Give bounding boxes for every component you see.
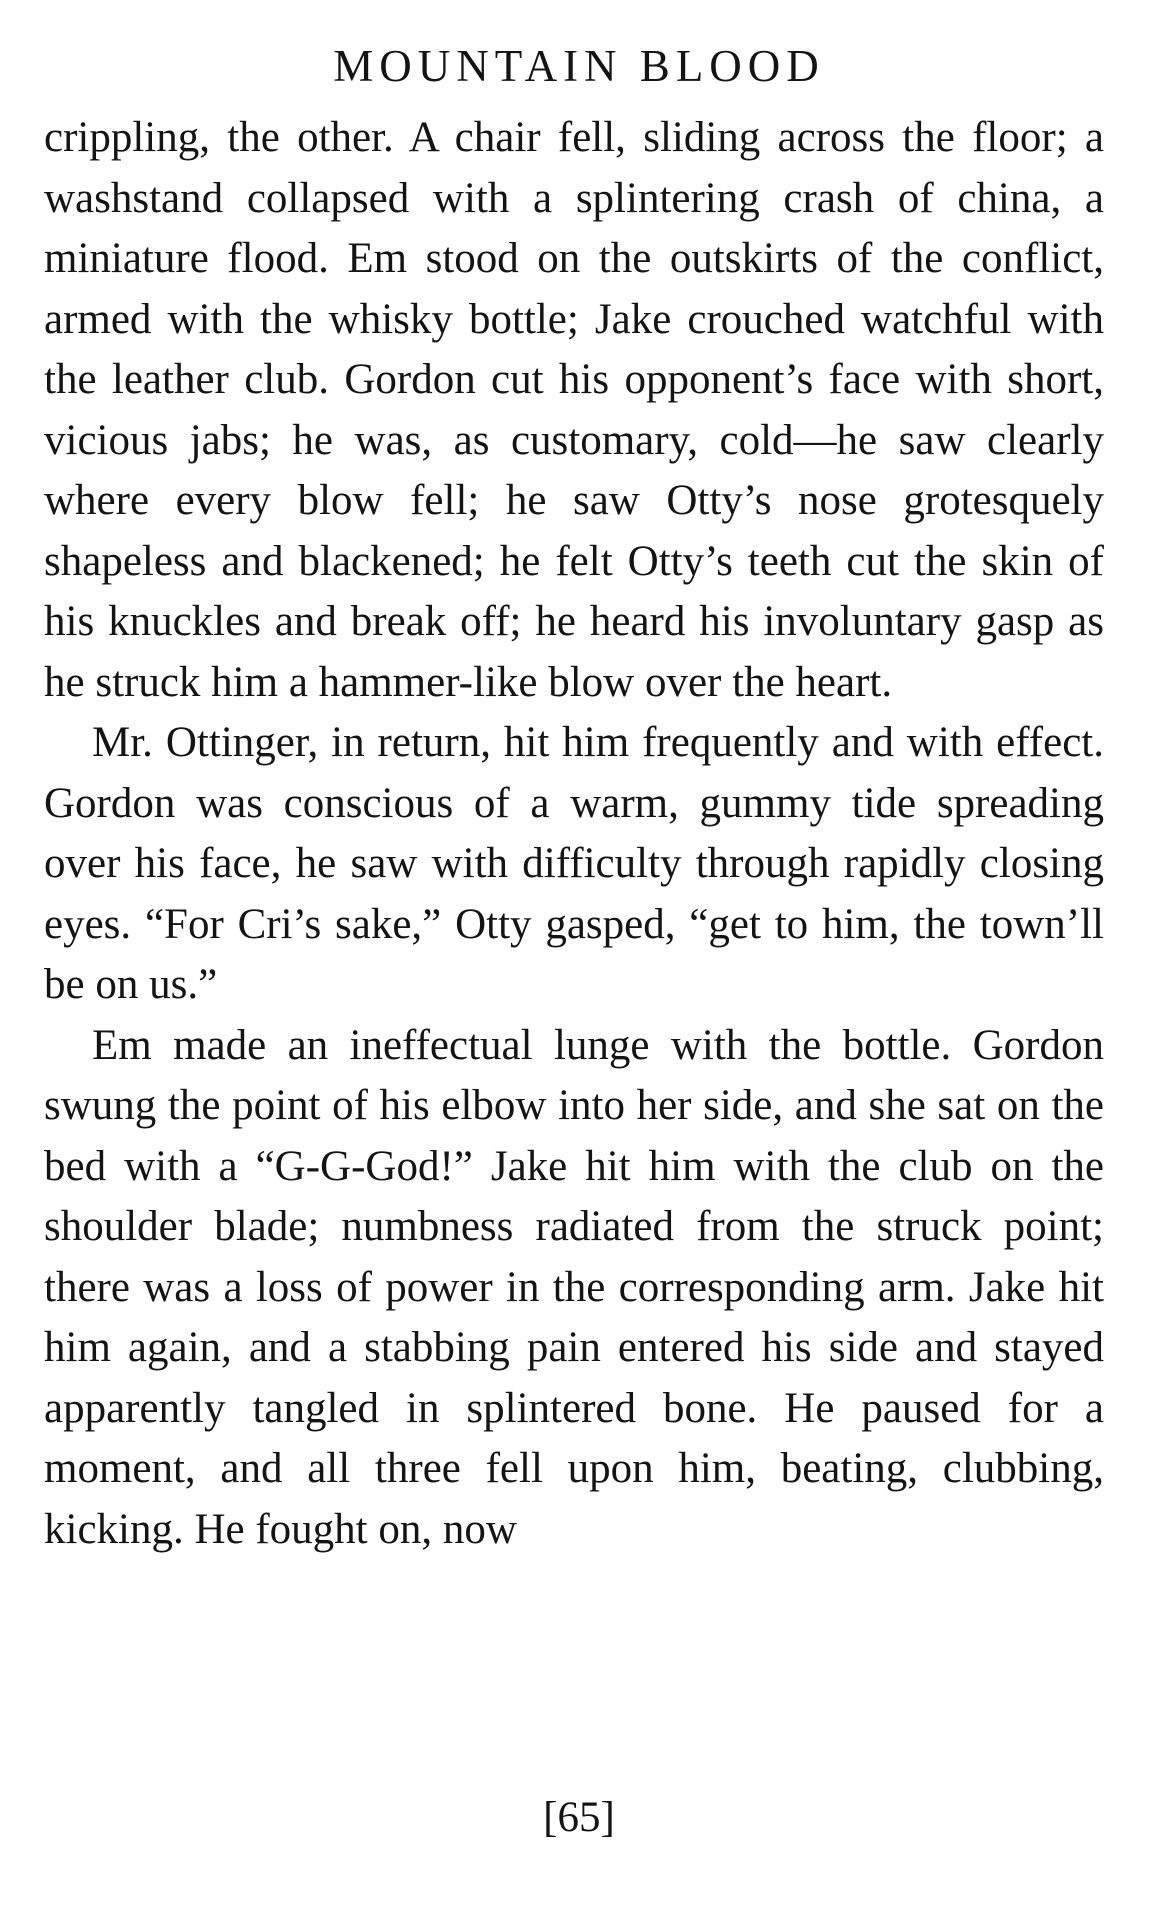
- body-text: [44, 108, 1104, 1560]
- paragraph: Mr. Ottinger, in return, hit him frequently and with effect. Gordon was conscious of a warm, gummy tide spreading over his face, he saw with difficulty through rapidly closing eyes. “For Cri’s sake,” Otty gasped, “get to him, the town’ll be on us.”: [44, 719, 1104, 1008]
- paragraph: Em made an ineffectual lunge with the bottle. Gordon swung the point of his elbow into her side, and she sat on the bed with a “G-G-God!” Jake hit him with the club on the shoulder blade; numbness radiated from the struck point; there was a loss of power in the corresponding arm. Jake hit him again, and a stabbing pain entered his side and stayed apparently tangled in splintered bone. He paused for a moment, and all three fell upon him, beating, clubbing, kicking. He fought on, now: [44, 1021, 1104, 1553]
- page-number: [65]: [543, 1794, 615, 1841]
- paragraph-continued: crippling, the other. A chair fell, sliding across the floor; a washstand collapsed with a splintering crash of china, a miniature flood. Em stood on the outskirts of the conflict, armed with the whisky bottle; Jake crouched watchful with the leather club. Gordon cut his opponent’s face with short, vicious jabs; he was, as customary, cold—he saw clearly where every blow fell; he saw Otty’s nose grotesquely shapeless and blackened; he felt Otty’s teeth cut the skin of his knuckles and break off; he heard his involuntary gasp as he struck him a hammer-like blow over the heart.: [44, 114, 1104, 706]
- running-title: MOUNTAIN BLOOD: [333, 41, 825, 91]
